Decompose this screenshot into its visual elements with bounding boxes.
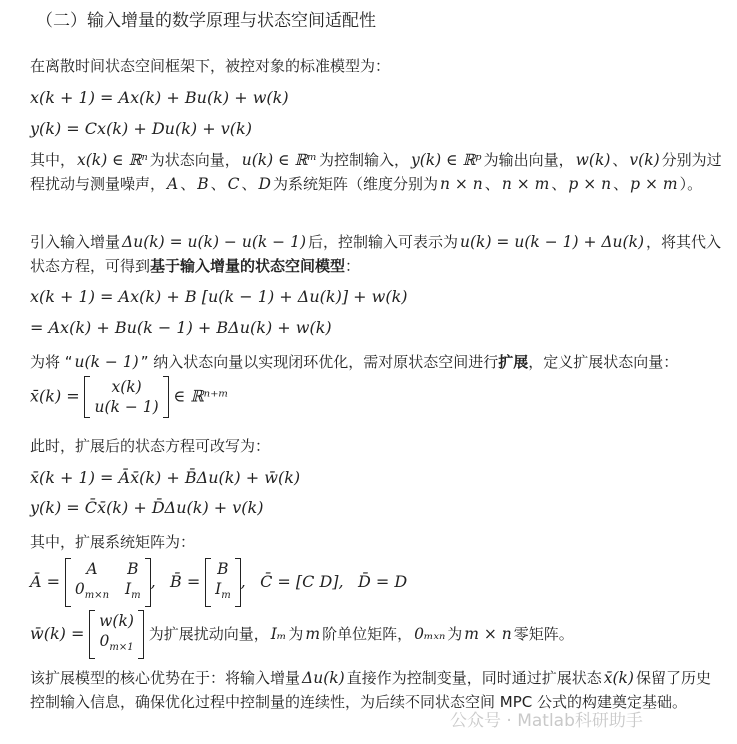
text: ，将其代入状态方程，可得到	[30, 233, 722, 275]
equation-state: x(k + 1) = Ax(k) + Bu(k) + w(k)	[30, 88, 289, 107]
text: 其中，	[30, 151, 76, 169]
text: ，定义扩展状态向量：	[528, 353, 679, 371]
math-inline: C	[227, 175, 240, 193]
paragraph-extension	[30, 350, 723, 374]
text: 此时，扩展后的状态方程可改写为：	[30, 437, 271, 455]
math-inline: m × n	[464, 625, 512, 644]
text: 零矩阵。	[513, 625, 574, 644]
paragraph-matrices	[30, 530, 723, 554]
xbar-lhs: x̄(k) =	[30, 386, 80, 406]
text: ” 纳入状态向量以实现闭环优化，需对原状态空间进行	[140, 353, 499, 371]
matrix-cbar: C̄ = [C D]	[260, 572, 339, 592]
equation-extended-dynamics: x̄(k + 1) = Āx̄(k) + B̄Δu(k) + w̄(k)	[30, 468, 301, 487]
text: 、	[180, 175, 196, 193]
text: 其中，扩展系统矩阵为：	[30, 533, 196, 551]
math-inline: Iₘ	[270, 625, 287, 644]
disturbance-description	[149, 625, 574, 643]
equation-extended-matrices: Ā = A B $0_{m\times n}$ $I_m$ , B̄ = B $I_m$ , C̄ = [C D], D̄ = D	[30, 558, 723, 607]
bold-text: 扩展	[498, 353, 529, 371]
section-title: （二）输入增量的数学原理与状态空间适配性	[36, 11, 376, 31]
math-inline: Δu(k)	[302, 669, 345, 687]
math-inline: u(k − 1)	[74, 353, 139, 371]
math-inline: x(k) ∈ ℝⁿ	[77, 151, 148, 169]
equation-expanded: = Ax(k) + Bu(k − 1) + BΔu(k) + w(k)	[30, 318, 332, 337]
text: 直接作为控制变量，同时通过扩展状态	[346, 669, 602, 687]
text: 为状态向量，	[149, 151, 240, 169]
matrix-bbar: B $I_m$	[205, 558, 241, 607]
math-inline: w(k)	[575, 151, 611, 169]
math-inline: v(k)	[629, 151, 660, 169]
text: 在离散时间状态空间框架下，被控对象的标准模型为：	[30, 57, 391, 75]
matrix-xbar: x(k) u(k − 1)	[84, 376, 168, 418]
equation-extended-state	[30, 376, 723, 418]
text: 、	[241, 175, 257, 193]
text: 为	[447, 625, 463, 644]
paragraph-intro	[30, 54, 723, 78]
text: 、	[210, 175, 226, 193]
bold-text: 基于输入增量的状态空间模型	[150, 257, 346, 275]
text: 为系统矩阵（维度分别为	[272, 175, 438, 193]
text: ）。	[679, 175, 703, 193]
text: 分别为过程扰动与测量噪声，	[30, 151, 722, 193]
math-inline: n × m	[501, 175, 550, 193]
text: 、	[613, 175, 629, 193]
math-inline: y(k) ∈ ℝᵖ	[410, 151, 482, 169]
paragraph-rewrite	[30, 434, 723, 458]
text: 为扩展扰动向量，	[148, 625, 269, 644]
math-inline: u(k) = u(k − 1) + Δu(k)	[460, 233, 645, 251]
equation-extended-disturbance: w̄(k) = w(k) $0_{m\times 1}$ 为扩展扰动向量， Iₘ 为 m 阶单位矩阵， 0ₘₓₙ 为 m × n 零矩阵。	[30, 610, 723, 659]
text: ：	[345, 257, 361, 275]
matrix-dbar: D̄ = D	[357, 572, 408, 592]
math-inline: p × m	[630, 175, 678, 193]
text: 后，控制输入可表示为	[308, 233, 459, 251]
paragraph-definitions	[30, 148, 723, 196]
math-inline: Δu(k) = u(k) − u(k − 1)	[122, 233, 307, 251]
math-inline: A	[167, 175, 179, 193]
text: 、	[551, 175, 567, 193]
text: 为输出向量，	[483, 151, 574, 169]
math-inline: D	[258, 175, 271, 193]
text: 引入输入增量	[30, 233, 121, 251]
equation-output: y(k) = Cx(k) + Du(k) + v(k)	[30, 119, 252, 138]
math-inline: x̄(k)	[603, 669, 634, 687]
text: 为控制输入，	[318, 151, 409, 169]
matrix-wbar: w(k) $0_{m\times 1}$	[89, 610, 144, 659]
math-inline: m	[305, 625, 321, 644]
text: 、	[612, 151, 628, 169]
math-inline: 0ₘₓₙ	[414, 625, 446, 644]
equation-extended-output: y(k) = C̄x̄(k) + D̄Δu(k) + v(k)	[30, 498, 264, 517]
text: 为将 “	[30, 353, 73, 371]
equation-substituted: x(k + 1) = Ax(k) + B [u(k − 1) + Δu(k)] + w(k)	[30, 287, 408, 306]
xbar-rhs: ∈ ℝⁿ⁺ᵐ	[173, 386, 229, 406]
math-inline: n × n	[439, 175, 483, 193]
text: 阶单位矩阵，	[322, 625, 413, 644]
watermark: 公众号 · Matlab科研助手	[450, 711, 643, 731]
matrix-abar: A B $0_{m\times n}$ $I_m$	[65, 558, 151, 607]
text: 、	[484, 175, 500, 193]
text: 为	[288, 625, 304, 644]
paragraph-increment	[30, 230, 723, 278]
math-inline: B	[197, 175, 209, 193]
math-inline: u(k) ∈ ℝᵐ	[241, 151, 317, 169]
text: 保留了历史控制输入信息，确保优化过程中控制量的连续性，为后续不同状态空间 MPC 公式的构建奠定基础。	[30, 669, 711, 711]
text: 该扩展模型的核心优势在于：将输入增量	[30, 669, 301, 687]
math-inline: p × n	[568, 175, 612, 193]
